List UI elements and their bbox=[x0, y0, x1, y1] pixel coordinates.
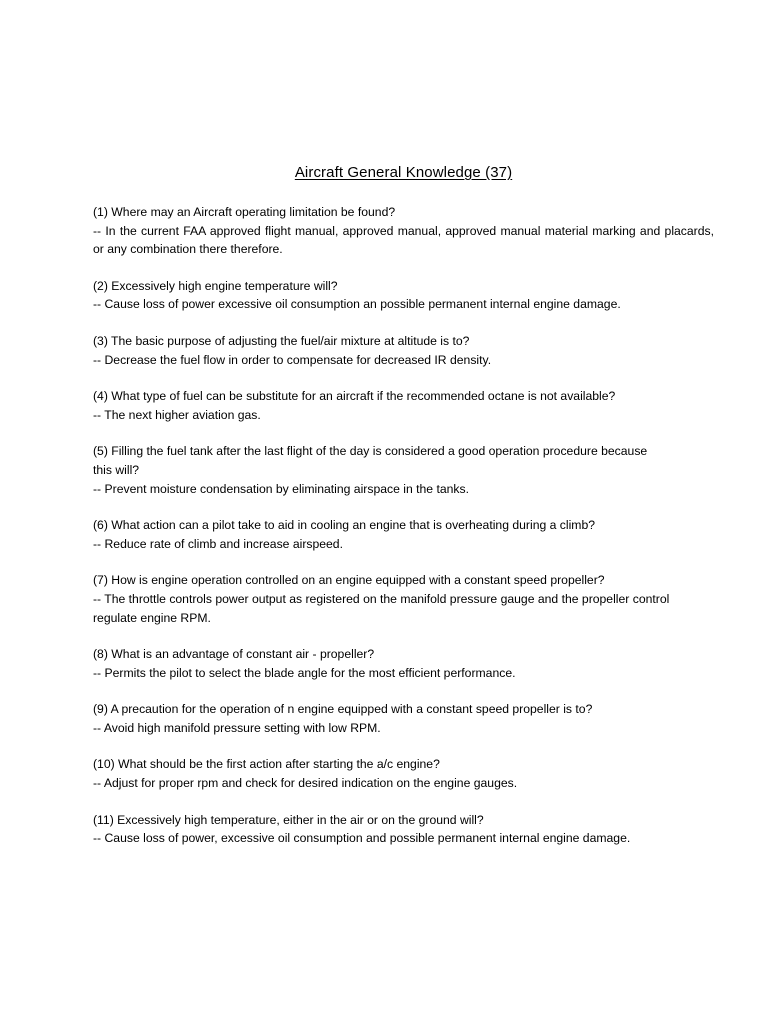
qa-item-10 bbox=[93, 755, 714, 792]
document-page bbox=[93, 0, 714, 1024]
qa-item-11 bbox=[93, 811, 714, 848]
qa-item-3 bbox=[93, 332, 714, 369]
question-8: (8) What is an advantage of constant air - propeller? bbox=[93, 647, 375, 662]
qa-item-8 bbox=[93, 645, 714, 682]
answer-11: -- Cause loss of power, excessive oil consumption and possible permanent internal engine damage. bbox=[93, 831, 631, 846]
qa-item-5 bbox=[93, 442, 714, 498]
qa-item-2 bbox=[93, 277, 714, 314]
answer-6: -- Reduce rate of climb and increase airspeed. bbox=[93, 536, 343, 551]
question-5: (5) Filling the fuel tank after the last flight of the day is considered a good operation procedure because this will? bbox=[93, 444, 648, 477]
question-2: (2) Excessively high engine temperature will? bbox=[93, 278, 338, 293]
answer-8: -- Permits the pilot to select the blade angle for the most efficient performance. bbox=[93, 665, 516, 680]
answer-5: -- Prevent moisture condensation by eliminating airspace in the tanks. bbox=[93, 481, 469, 496]
answer-2: -- Cause loss of power excessive oil consumption an possible permanent internal engine damage. bbox=[93, 297, 621, 312]
answer-3: -- Decrease the fuel flow in order to compensate for decreased IR density. bbox=[93, 352, 492, 367]
answer-1: -- In the current FAA approved flight manual, approved manual, approved manual material marking and placards, or any combination there therefore. bbox=[93, 223, 714, 257]
qa-item-4 bbox=[93, 387, 714, 424]
qa-list bbox=[93, 203, 714, 866]
question-10: (10) What should be the first action after starting the a/c engine? bbox=[93, 757, 440, 772]
qa-item-6 bbox=[93, 516, 714, 553]
answer-9: -- Avoid high manifold pressure setting with low RPM. bbox=[93, 720, 381, 735]
question-3: (3) The basic purpose of adjusting the fuel/air mixture at altitude is to? bbox=[93, 333, 470, 348]
question-1: (1) Where may an Aircraft operating limitation be found? bbox=[93, 205, 396, 219]
qa-item-9 bbox=[93, 700, 714, 737]
question-6: (6) What action can a pilot take to aid in cooling an engine that is overheating during a climb? bbox=[93, 518, 596, 533]
document-title: Aircraft General Knowledge (37) bbox=[294, 164, 513, 181]
answer-4: -- The next higher aviation gas. bbox=[93, 407, 261, 422]
qa-item-7 bbox=[93, 571, 714, 627]
qa-item-1 bbox=[93, 203, 714, 259]
question-7: (7) How is engine operation controlled on an engine equipped with a constant speed propeller? bbox=[93, 573, 605, 588]
answer-10: -- Adjust for proper rpm and check for desired indication on the engine gauges. bbox=[93, 776, 518, 791]
answer-7: -- The throttle controls power output as registered on the manifold pressure gauge and the propeller control regulate engine RPM. bbox=[93, 591, 670, 625]
question-11: (11) Excessively high temperature, either in the air or on the ground will? bbox=[93, 812, 484, 827]
question-4: (4) What type of fuel can be substitute for an aircraft if the recommended octane is not available? bbox=[93, 389, 616, 404]
question-9: (9) A precaution for the operation of n engine equipped with a constant speed propeller is to? bbox=[93, 702, 593, 717]
